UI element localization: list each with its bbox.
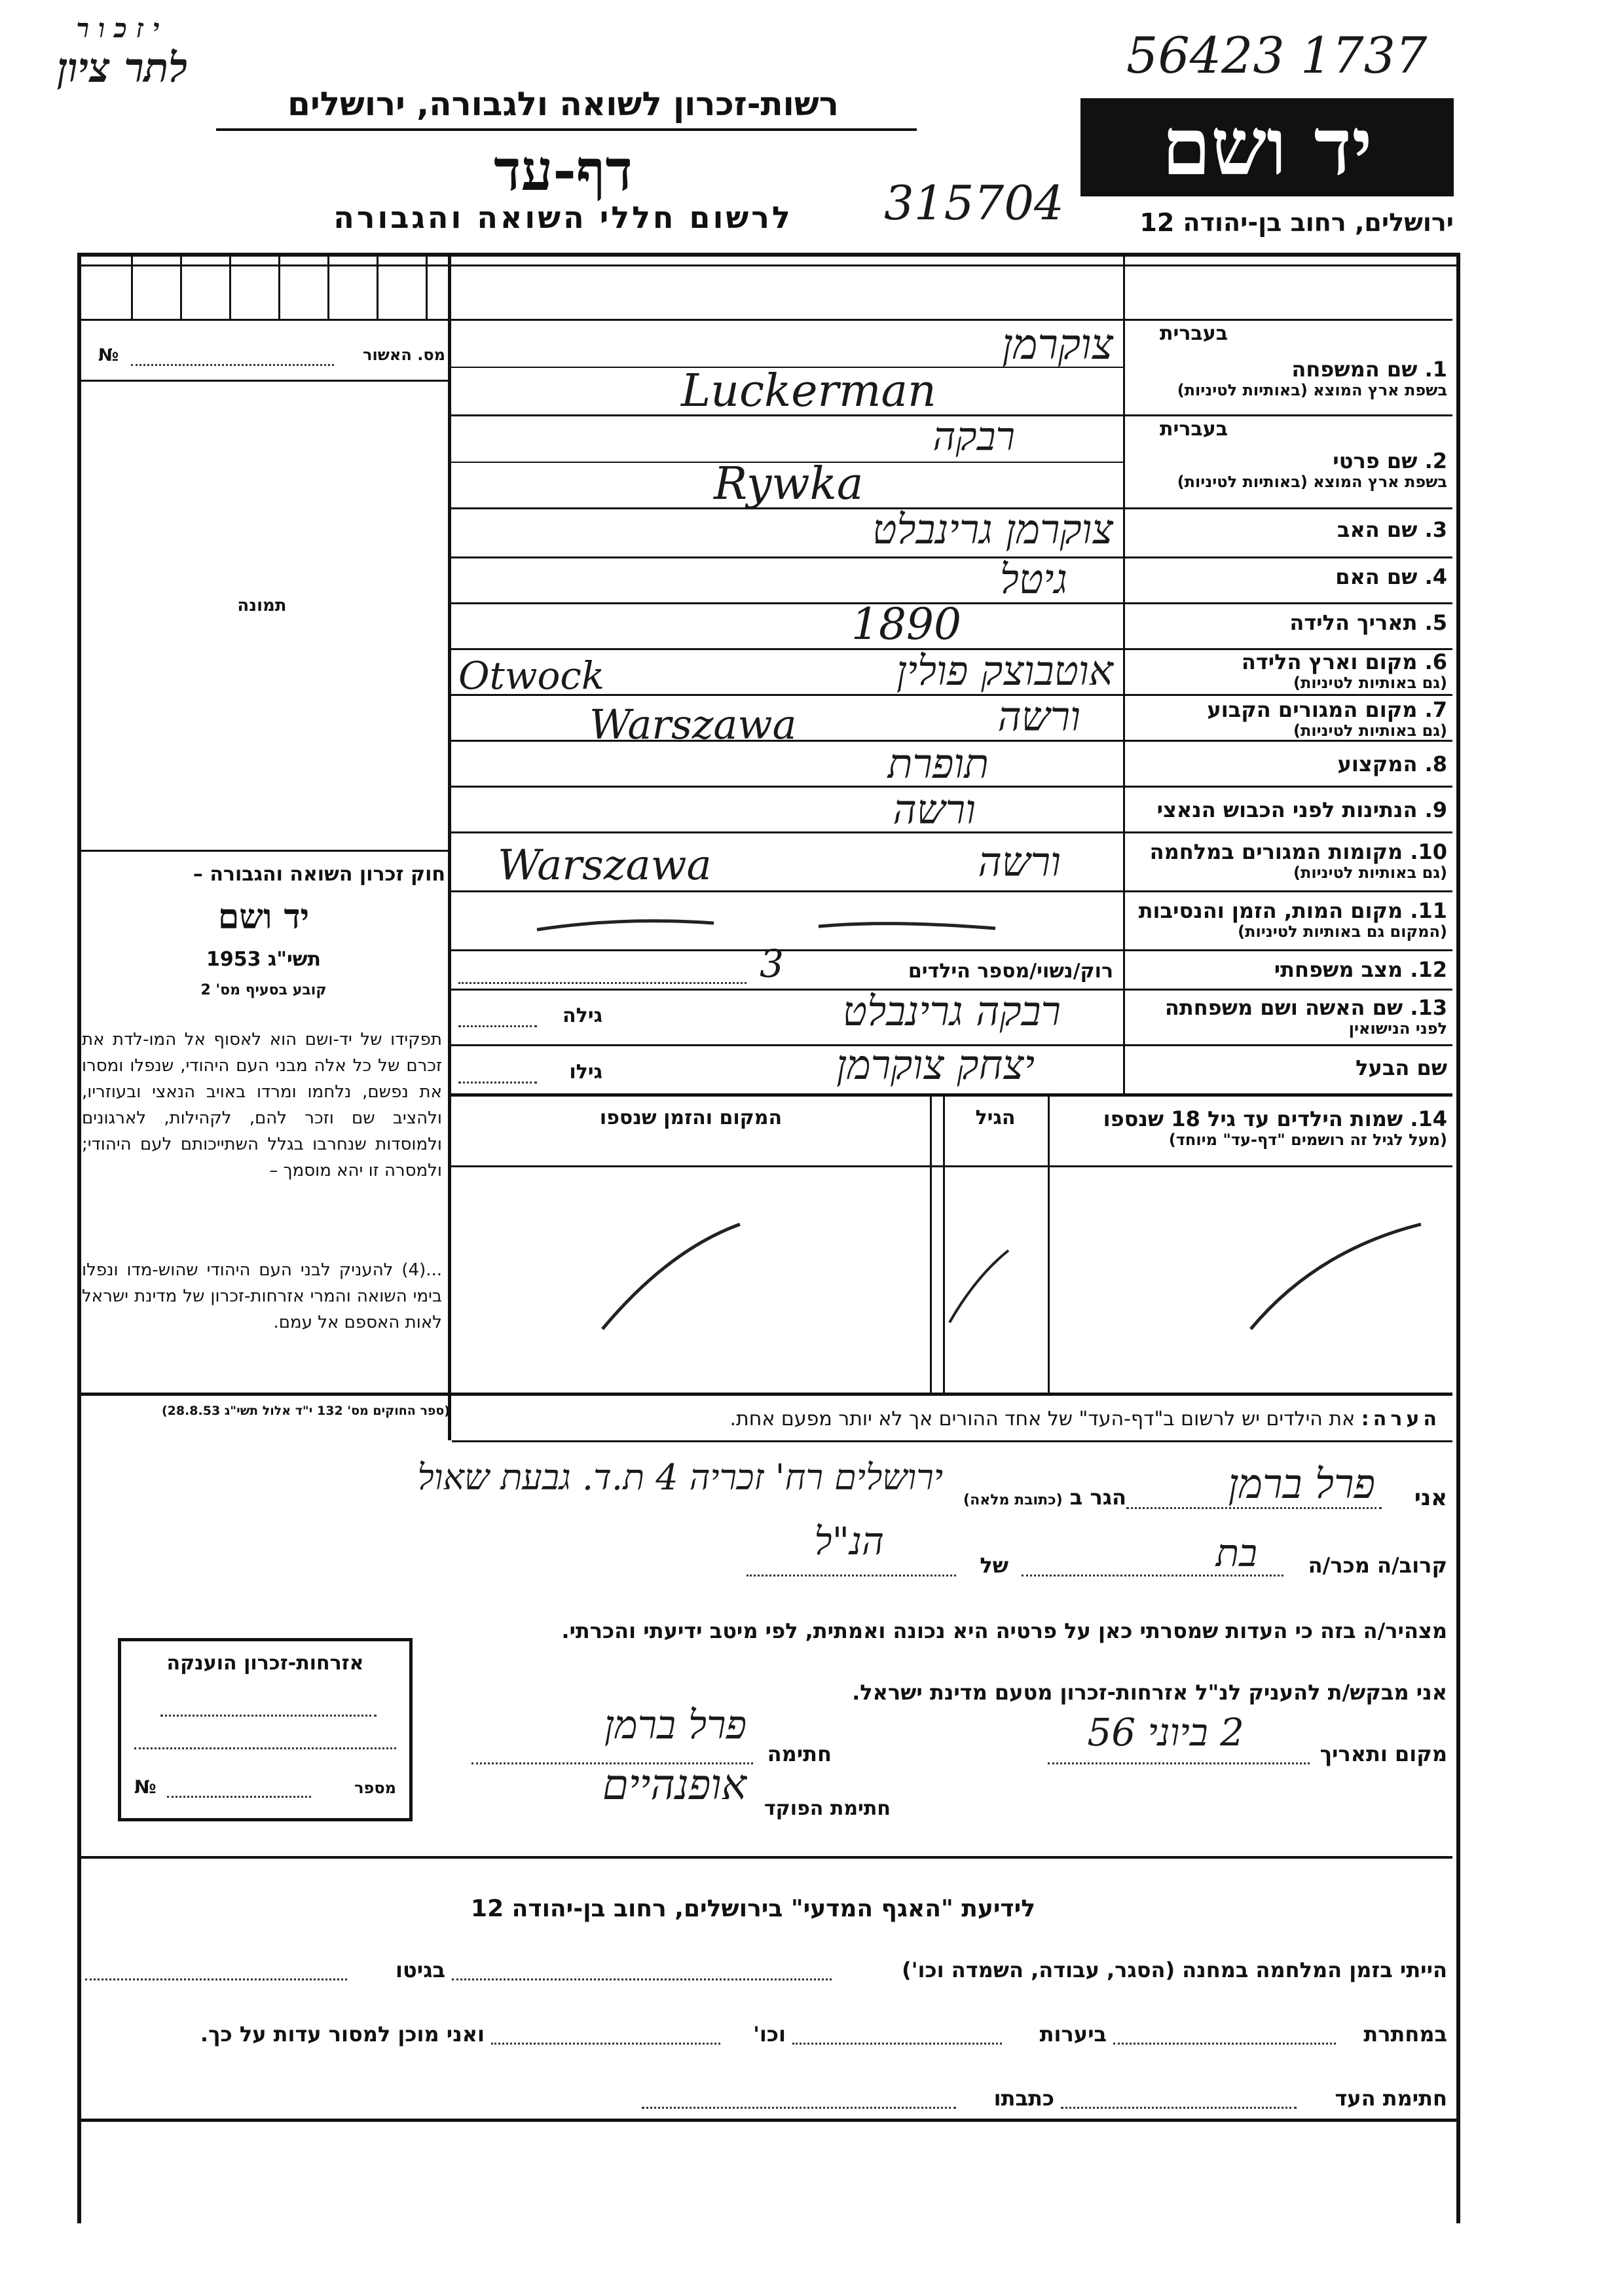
decl-living-label <box>950 1485 1126 1510</box>
law-name: יד ושם <box>217 897 310 937</box>
field-1-heb-label: בעברית <box>1160 322 1228 345</box>
decl-place-date-value[interactable]: 2 ביוני 56 <box>1087 1710 1244 1755</box>
footer-line2-end: ואני מוכן למסור עדות על כך. <box>200 2022 485 2047</box>
field-2-value-hebrew[interactable]: רבקה <box>932 414 1015 460</box>
decl-of-value[interactable]: הנ"ל <box>814 1519 884 1563</box>
field-11-label <box>1126 898 1447 940</box>
footer-line2-mid2: וכו' <box>753 2022 786 2047</box>
children-number: 14. <box>1410 1106 1447 1131</box>
field-9-name: הנתינות לפני הכבוש הנאצי <box>1156 797 1418 822</box>
field-13-value[interactable]: רבקה גרינבלט <box>842 987 1061 1035</box>
citizenship-box <box>118 1638 413 1821</box>
field-4-value[interactable]: גיטל <box>999 555 1067 603</box>
field-1-hint: בשפת ארץ המוצא (באותיות לטיניות) <box>1177 381 1447 399</box>
field-6-value[interactable]: אוטבוצק פולין <box>896 647 1113 695</box>
footer-line1-field[interactable] <box>452 1978 832 1980</box>
field-5-label <box>1126 610 1447 635</box>
field-9-value[interactable]: ורשה <box>893 786 976 833</box>
field-12-dots <box>458 982 747 984</box>
children-header-line <box>449 1165 1452 1167</box>
footer-line1-field-2[interactable] <box>85 1978 347 1980</box>
note-line <box>452 1440 1452 1442</box>
decl-name-value[interactable]: פרל ברמן <box>1228 1460 1375 1508</box>
field-13-age-field[interactable] <box>458 1025 537 1027</box>
field-10-hint: (גם באותיות לטיניות) <box>1293 864 1447 882</box>
decl-officer-value[interactable]: אופנהיים <box>602 1761 747 1810</box>
form-title: דף-עד <box>494 137 633 204</box>
decl-address-value[interactable]: ירושלים רח' זכריה 4 ת.ד. גבעת שאול <box>417 1457 943 1498</box>
law-section: קובע בסעיף מס' 2 <box>200 982 327 998</box>
field-2-value-latin[interactable]: Rywka <box>714 458 864 510</box>
field-13-age-label: גילה <box>563 1004 602 1027</box>
footer-line2-field-3[interactable] <box>491 2043 720 2045</box>
citizenship-number-label: מספר <box>354 1779 396 1797</box>
field-10-name: מקומות המגורים במלחמה <box>1149 839 1403 864</box>
decl-officer-label: חתימת הפוקד <box>764 1797 891 1820</box>
yad-vashem-logo: יד ושם <box>1080 98 1454 196</box>
law-year: תשי"ג 1953 <box>206 948 322 971</box>
field-9-label <box>1126 797 1447 822</box>
corner-stamp <box>14 13 231 92</box>
children-title-text: שמות הילדים עד גיל 18 שנספו <box>1103 1106 1403 1131</box>
field-3-name: שם האב <box>1337 517 1418 542</box>
authority-name: רשות-זכרון לשואה ולגבורה, ירושלים <box>287 85 839 123</box>
law-reference: (ספר החוקים מס' 132 י"ד אלול תשי"ג 28.8.53) <box>161 1404 450 1418</box>
decl-relation-value[interactable]: בת <box>1215 1531 1257 1575</box>
decl-statement: מצהיר/ה בזה כי העדות שמסרתי כאן על פרטיה היא נכונה ואמתית, לפי מיטב ידיעתי והכרתי. <box>561 1618 1447 1643</box>
footer-line2-field-2[interactable] <box>792 2043 1002 2045</box>
field-10-number: 10. <box>1410 839 1447 864</box>
left-column-divider <box>448 255 451 1440</box>
footer-line2-label: במחתרת <box>1363 2022 1447 2047</box>
field-11-hint: (המקום גם באותיות לטיניות) <box>1238 922 1447 941</box>
field-5-name: תאריך הלידה <box>1289 610 1418 635</box>
decl-address-hint: (כתובת מלאה) <box>963 1492 1063 1508</box>
decl-of-label: של <box>980 1553 1008 1578</box>
field-10-value[interactable]: ורשה <box>978 838 1061 886</box>
field-7-label <box>1126 697 1447 739</box>
field-9-number: 9. <box>1424 797 1447 822</box>
top-border <box>77 253 1456 257</box>
field-12-name: מצב משפחתי <box>1274 957 1403 982</box>
decl-request: אני מבקש/ת להעניק לנ"ל אזרחות-זכרון מטעם מדינת ישראל. <box>852 1680 1447 1705</box>
form-subtitle: לרשום חללי השואה והגבורה <box>333 200 793 235</box>
field-4-name: שם האם <box>1335 564 1418 589</box>
children-title <box>1054 1106 1447 1148</box>
field-husband-age-field[interactable] <box>458 1082 537 1084</box>
children-bottom-line <box>79 1393 1452 1396</box>
children-place-column: המקום והזמן שנספו <box>599 1106 783 1129</box>
field-7-name: מקום המגורים הקבוע <box>1207 697 1418 722</box>
field-3-number: 3. <box>1424 517 1447 542</box>
footer-divider <box>79 1856 1452 1859</box>
law-title: חוק זכרון השואה והגבורה – <box>193 863 445 886</box>
field-2-hint: בשפת ארץ המוצא (באותיות לטיניות) <box>1177 473 1447 491</box>
law-text-2: ...(4) להעניק לבני העם היהודי שהוש-מדו ונפלו בימי השואה והמרי אזרחות-זכרון של מדינת ישראל לאות האספם אל עמם. <box>82 1260 442 1332</box>
field-6-label <box>1126 649 1447 691</box>
field-6-value-latin[interactable]: Otwock <box>458 653 605 698</box>
field-2-name: שם פרטי <box>1333 448 1418 473</box>
field-7-value-latin[interactable]: Warszawa <box>589 701 797 748</box>
decl-signature-label: חתימה <box>767 1741 832 1766</box>
field-1-value-hebrew[interactable]: צוקרמן <box>1002 321 1113 369</box>
field-10-label <box>1126 839 1447 881</box>
field-3-label <box>1126 517 1447 542</box>
footer-line3-label: חתימת העד <box>1335 2086 1447 2111</box>
field-6-hint: (גם באותיות לטיניות) <box>1293 674 1447 692</box>
children-age-column: הגיל <box>975 1106 1016 1129</box>
footer-line1-label: הייתי בזמן המלחמה במחנה (הסגר, עבודה, השמדה וכו') <box>902 1958 1447 1982</box>
field-12-value[interactable]: 3 <box>760 941 784 986</box>
field-8-name: המקצוע <box>1337 752 1418 776</box>
field-2-label <box>1126 448 1447 490</box>
field-12-inline-label: רוק/נשוי/מספר הילדים <box>908 960 1113 983</box>
top-border-2 <box>77 264 1456 266</box>
field-1-number: 1. <box>1424 357 1447 382</box>
footer-line3-field-2[interactable] <box>642 2107 956 2109</box>
citizenship-title: אזרחות-זכרון הוענקה <box>166 1652 364 1675</box>
field-13-label <box>1126 995 1447 1037</box>
field-7-number: 7. <box>1424 697 1447 722</box>
permit-number-sign: № <box>98 346 119 365</box>
authority-underline <box>216 128 917 131</box>
field-6-name: מקום וארץ הלידה <box>1241 649 1418 674</box>
decl-signature-value[interactable]: פרל ברמן <box>604 1702 747 1748</box>
citizenship-number-sign: № <box>134 1776 157 1798</box>
field-12-label <box>1126 957 1447 982</box>
field-13-hint: לפני הנישואין <box>1348 1019 1447 1038</box>
field-11-strike-lines <box>524 903 1048 943</box>
citizenship-number-field[interactable] <box>167 1796 311 1798</box>
field-7-value[interactable]: ורשה <box>997 693 1080 740</box>
footer-line3-mid: כתבתו <box>993 2086 1054 2111</box>
permit-number-field[interactable] <box>131 364 334 366</box>
children-strike-lines <box>452 1172 1447 1388</box>
handwritten-top-number: 56423 1737 <box>1126 26 1428 84</box>
permit-label: מס. האשור <box>363 346 445 364</box>
field-13-name: שם האשה ושם משפחתה <box>1164 995 1403 1020</box>
footer-line2-field-1[interactable] <box>1113 2043 1336 2045</box>
citizenship-line-2 <box>134 1747 396 1749</box>
field-2-heb-label: בעברית <box>1160 418 1228 441</box>
children-hint: (מעל לגיל זה רושמים "דף-עד" מיוחד) <box>1168 1131 1447 1149</box>
note-label: הערה: <box>1361 1408 1441 1430</box>
field-1-label <box>1126 357 1447 399</box>
citizenship-line-1 <box>160 1715 377 1717</box>
field-11-name: מקום המות, הזמן והנסיבות <box>1138 898 1403 923</box>
footer-line2-mid: ביערות <box>1039 2022 1107 2047</box>
field-8-label <box>1126 752 1447 776</box>
field-8-number: 8. <box>1424 752 1447 776</box>
field-10-value-latin[interactable]: Warszawa <box>498 841 712 890</box>
field-7-hint: (גם באותיות לטיניות) <box>1293 721 1447 740</box>
decl-i-label: אני <box>1414 1485 1447 1511</box>
field-5-value[interactable]: 1890 <box>851 599 961 649</box>
decl-place-date-label: מקום ותאריך <box>1320 1741 1447 1766</box>
decl-place-date-line <box>1048 1762 1310 1764</box>
address: ירושלים, רחוב בן-יהודה 12 <box>1139 208 1454 237</box>
field-5-number: 5. <box>1424 610 1447 635</box>
photo-label: תמונה <box>237 596 287 615</box>
decl-relative-label: קרוב/ה מכר/ה <box>1308 1553 1447 1578</box>
field-8-value[interactable]: תופרת <box>887 740 989 788</box>
form-bottom-border <box>77 2119 1456 2122</box>
field-3-value[interactable]: צוקרמן גרינבלט <box>872 505 1113 553</box>
field-husband-age-label: גילו <box>569 1061 602 1084</box>
note <box>458 1408 1441 1430</box>
field-husband-value[interactable]: יצחק צוקרמן <box>836 1041 1035 1089</box>
footer-line3-field-1[interactable] <box>1061 2107 1297 2109</box>
field-1-name: שם המשפחה <box>1291 357 1418 382</box>
handwritten-mid-number: 315704 <box>884 175 1064 230</box>
corner-stamp-line2: לתר ציון <box>57 44 188 92</box>
photo-divider <box>79 850 449 852</box>
footer-title: לידיעת "האגף המדעי" בירושלים, רחוב בן-יהודה 12 <box>471 1895 1035 1922</box>
field-12-number: 12. <box>1410 957 1447 982</box>
decl-of-line <box>747 1575 956 1576</box>
decl-living-text: הגר ב <box>1069 1485 1126 1510</box>
corner-stamp-line1: יזכור <box>76 13 169 44</box>
label-column-divider <box>1123 255 1125 1093</box>
field-6-number: 6. <box>1424 649 1447 674</box>
field-13-number: 13. <box>1410 995 1447 1020</box>
field-husband-label <box>1126 1055 1447 1080</box>
law-text-1: תפקידו של יד-ושם הוא לאסוף אל המו-לדת את זכרם של כל אלה מבני העם היהודי, שנפלו ומסרו את נפשם, נלחמו ומרדו באויב הנאצי ובעוזריו, ולהציב שם וזכר להם, לקהילות, לארגונים ולמוסדות שנחרבו בגלל השתייכותם לעם היהודי; ולמסרה זו יהא מוסמך – <box>82 1030 442 1180</box>
note-text: את הילדים יש לרשום ב"דף-העד" של אחד ההורים אך לא יותר מפעם אחת. <box>729 1408 1356 1430</box>
field-2-number: 2. <box>1424 448 1447 473</box>
permit-divider <box>79 380 449 382</box>
field-4-label <box>1126 564 1447 589</box>
field-4-number: 4. <box>1424 564 1447 589</box>
footer-line1-end: בגיטו <box>396 1958 445 1982</box>
field-11-number: 11. <box>1410 898 1447 923</box>
field-1-value-latin[interactable]: Luckerman <box>681 365 936 417</box>
field-husband-name: שם הבעל <box>1356 1055 1447 1080</box>
